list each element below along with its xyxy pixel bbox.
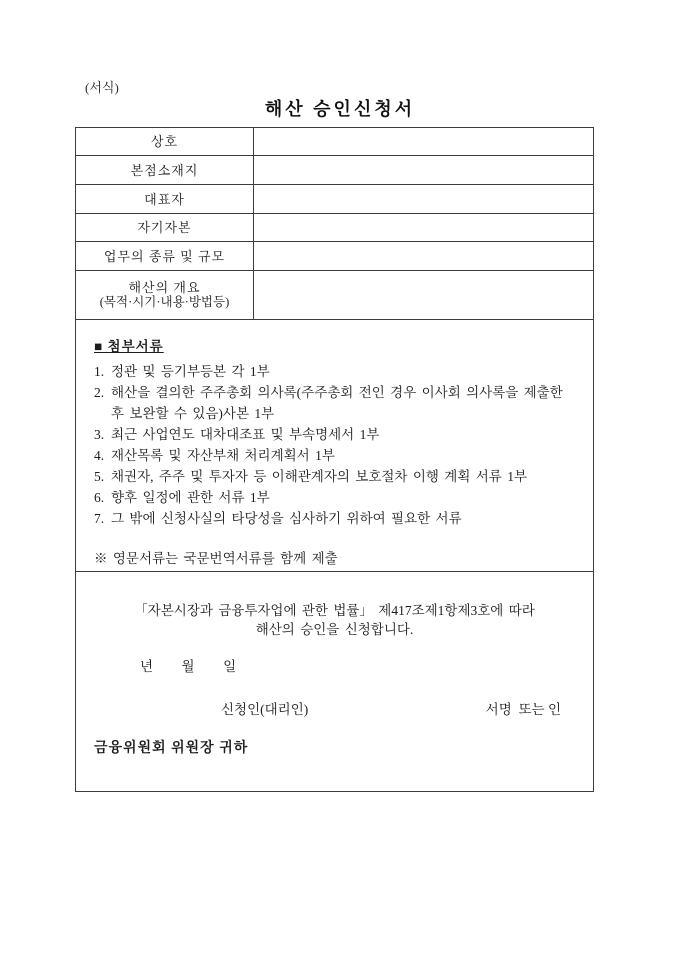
page-title: 해산 승인신청서 — [264, 99, 416, 119]
row-label: 자기자본 — [76, 214, 254, 241]
attachment-item — [94, 424, 577, 445]
date-line — [140, 655, 237, 675]
row-label: 업무의 종류 및 규모 — [76, 242, 254, 270]
table-row-business-type-scale — [76, 242, 593, 271]
applicant-label: 신청인(대리인) — [221, 702, 309, 717]
signature-or-seal-label: 서명 또는 인 — [485, 702, 561, 717]
item-number: 4. — [94, 448, 105, 463]
row-value-equity-capital — [254, 214, 593, 241]
table-row-company-name — [76, 128, 593, 156]
month-label: 월 — [181, 659, 196, 674]
attachment-item — [94, 466, 577, 487]
row-label: 대표자 — [76, 185, 254, 213]
attachment-item — [94, 445, 577, 466]
form-note: (서식) — [85, 80, 119, 95]
row-label — [76, 271, 254, 319]
attachments-section — [76, 320, 593, 572]
attachment-item — [94, 361, 577, 382]
item-number: 7. — [94, 511, 105, 526]
attachment-item — [94, 487, 577, 508]
attachment-item — [94, 382, 577, 424]
item-number: 3. — [94, 427, 105, 442]
year-label: 년 — [140, 659, 154, 674]
item-text: 채권자, 주주 및 투자자 등 이해관계자의 보호절차 이행 계획 서류 1부 — [111, 469, 527, 484]
recipient-line: 금융위원회 위원장 귀하 — [94, 741, 249, 756]
item-text: 정관 및 등기부등본 각 1부 — [111, 364, 270, 379]
row-value-head-office-address — [254, 156, 593, 184]
table-row-representative — [76, 185, 593, 214]
row-label: 상호 — [76, 128, 254, 155]
table-row-equity-capital — [76, 214, 593, 242]
item-number: 6. — [94, 490, 105, 505]
item-number: 5. — [94, 469, 105, 484]
application-form-table — [75, 127, 594, 792]
row-label-main: 해산의 개요 — [128, 280, 201, 295]
declaration-section — [76, 572, 593, 791]
item-text: 최근 사업연도 대차대조표 및 부속명세서 1부 — [111, 427, 380, 442]
english-documents-note: ※ 영문서류는 국문번역서류를 함께 제출 — [94, 551, 338, 566]
attachments-heading: ■ 첨부서류 — [94, 339, 164, 354]
table-row-head-office-address — [76, 156, 593, 185]
declaration-line-1: 「자본시장과 금융투자업에 관한 법률」 제417조제1항제3호에 따라 — [134, 603, 535, 618]
item-text: 그 밖에 신청사실의 타당성을 심사하기 위하여 필요한 서류 — [111, 511, 462, 526]
row-value-representative — [254, 185, 593, 213]
table-row-dissolution-summary — [76, 271, 593, 320]
item-text: 해산을 결의한 주주총회 의사록(주주총회 전인 경우 이사회 의사록을 제출한 후 보완할 수 있음)사본 1부 — [111, 385, 563, 421]
item-text: 향후 일정에 관한 서류 1부 — [111, 490, 270, 505]
row-label: 본점소재지 — [76, 156, 254, 184]
item-number: 1. — [94, 364, 105, 379]
row-value-dissolution-summary — [254, 271, 593, 319]
declaration-line-2: 해산의 승인을 신청합니다. — [255, 622, 414, 637]
item-text: 재산목록 및 자산부채 처리계획서 1부 — [111, 448, 335, 463]
item-number: 2. — [94, 385, 105, 400]
row-value-business-type-scale — [254, 242, 593, 270]
row-value-company-name — [254, 128, 593, 155]
row-label-sub: (목적·시기·내용·방법등) — [99, 295, 230, 309]
attachment-item — [94, 508, 577, 529]
day-label: 일 — [223, 659, 237, 674]
